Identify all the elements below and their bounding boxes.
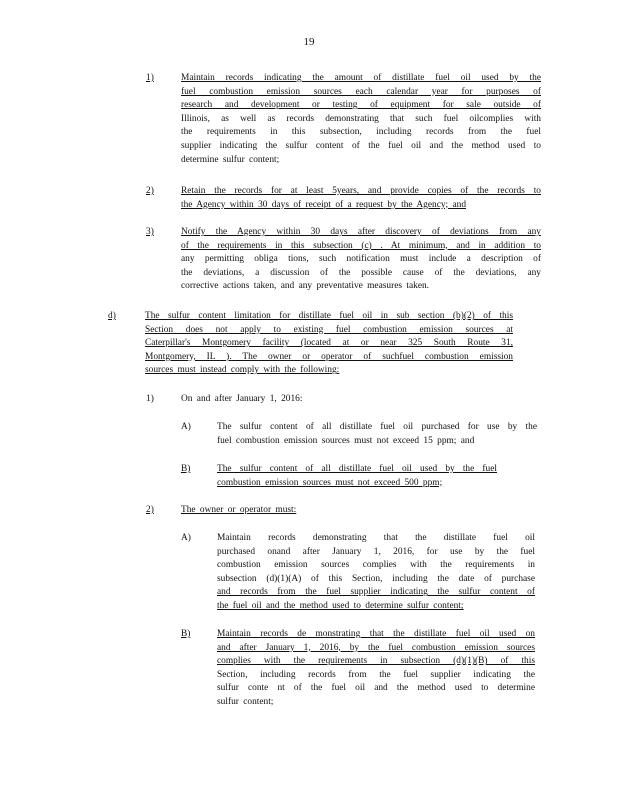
text-line: and after January 1, 2016, by the fuel combustion emission sources: [217, 642, 535, 653]
label-d2a: A): [181, 533, 191, 543]
paragraph-d1b: [217, 463, 497, 490]
paragraph-d: [145, 310, 513, 378]
label-c3: 3): [146, 227, 154, 237]
text-line: the fuel oil and the method used to determine sulfur content;: [217, 600, 464, 611]
text-line: sources must instead comply with the following:: [145, 365, 340, 376]
text-line: complies with the requirements in subsection (d)(1)(B) of this: [217, 656, 535, 667]
paragraph-d2a: [217, 532, 535, 614]
text-line: Maintain records de monstrating that the distillate fuel oil used on: [217, 629, 535, 639]
text-line: combustion emission sources must not exceed 500 ppm;: [217, 477, 443, 488]
text-line: Illinois, as well as records demonstrating that such fuel oilcomplies with: [181, 113, 541, 124]
text-line: On and after January 1, 2016:: [181, 394, 303, 404]
text-line: sulfur content;: [217, 696, 274, 707]
text-line: subsection (d)(1)(A) of this Section, including the date of purchase: [217, 573, 535, 584]
paragraph-d2b: [217, 628, 535, 710]
text-line: The sulfur content of all distillate fuel oil purchased for use by the: [217, 422, 537, 432]
paragraph-d1: [181, 393, 381, 407]
text-line: combustion emission sources complies with the requirements in: [217, 560, 535, 571]
text-line: corrective actions taken, and any preventative measures taken.: [181, 281, 430, 292]
text-line: the requirements in this subsection, including records from the fuel: [181, 127, 541, 138]
label-d2b: B): [181, 629, 191, 639]
text-line: any permitting obliga tions, such notification must include a description of: [181, 254, 541, 265]
text-line: determine sulfur content;: [181, 154, 280, 165]
text-line: the Agency within 30 days of receipt of a request by the Agency; and: [181, 199, 467, 210]
text-line: sulfur conte nt of the fuel oil and the method used to determine: [217, 683, 535, 694]
text-line: fuel combustion emission sources each calendar year for purposes of: [181, 86, 541, 97]
text-line: Section, including records from the fuel supplier indicating the: [217, 669, 535, 680]
text-line: and records from the fuel supplier indicating the sulfur content of: [217, 587, 535, 598]
text-line: Maintain records indicating the amount of distillate fuel oil used by the: [181, 73, 541, 83]
text-line: Notify the Agency within 30 days after discovery of deviations from any: [181, 227, 541, 237]
label-d: d): [108, 311, 116, 321]
text-line: Caterpillar's Montgomery facility (located at or near 325 South Route 31,: [145, 338, 513, 349]
label-d2: 2): [146, 505, 154, 515]
label-d1a: A): [181, 422, 191, 432]
text-line: Section does not apply to existing fuel combustion emission sources at: [145, 324, 513, 335]
text-line: The sulfur content limitation for distillate fuel oil in sub section (b)(2) of this: [145, 311, 513, 321]
text-line: supplier indicating the sulfur content of the fuel oil and the method used to: [181, 140, 541, 151]
text-line: of the requirements in this subsection (c) . At minimum, and in addition to: [181, 240, 541, 251]
paragraph-c3: [181, 226, 541, 294]
text-line: Retain the records for at least 5years, and provide copies of the records to: [181, 186, 541, 196]
label-d1b: B): [181, 464, 191, 474]
paragraph-c1: [181, 72, 541, 167]
label-d1: 1): [146, 394, 154, 404]
page-number: 19: [303, 36, 315, 48]
text-line: The sulfur content of all distillate fuel oil used by the fuel: [217, 464, 497, 474]
text-line: Montgomery, IL ). The owner or operator of suchfuel combustion emission: [145, 351, 513, 362]
text-line: purchased onand after January 1, 2016, for use by the fuel: [217, 546, 535, 557]
text-line: The owner or operator must:: [181, 505, 297, 515]
paragraph-c2: [181, 185, 541, 212]
text-line: Maintain records demonstrating that the distillate fuel oil: [217, 533, 535, 543]
label-c1: 1): [146, 73, 154, 83]
text-line: the deviations, a discussion of the possible cause of the deviations, any: [181, 267, 541, 278]
paragraph-d1a: [217, 421, 537, 448]
paragraph-d2: [181, 504, 321, 518]
text-line: research and development or testing of equipment for sale outside of: [181, 100, 541, 111]
label-c2: 2): [146, 186, 154, 196]
text-line: fuel combustion emission sources must not exceed 15 ppm; and: [217, 435, 475, 446]
